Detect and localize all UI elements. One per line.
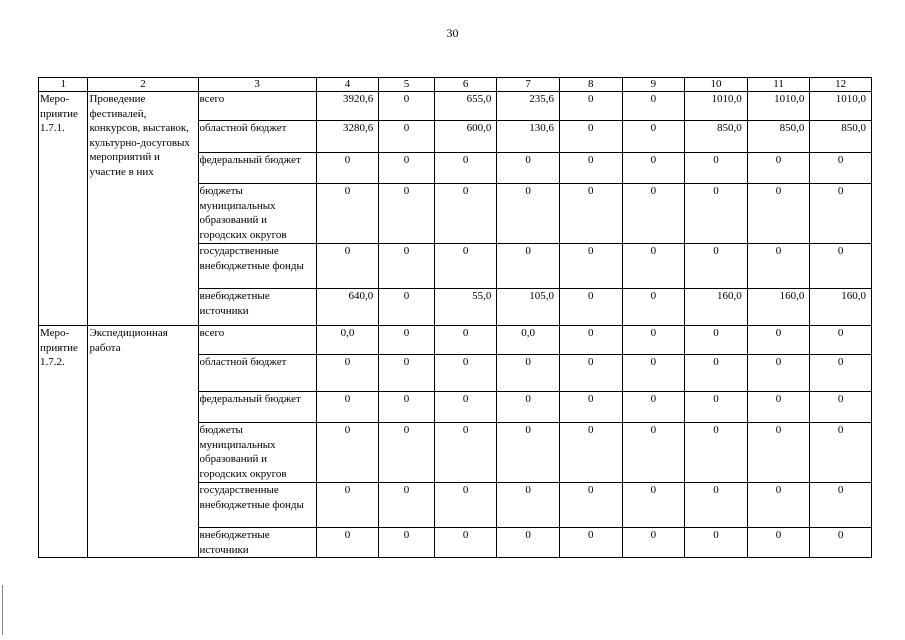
value-cell: 0 xyxy=(685,153,748,184)
value-cell: 0 xyxy=(316,528,379,558)
value-cell: 0 xyxy=(685,423,748,483)
value-cell: 0 xyxy=(434,423,497,483)
value-cell: 0 xyxy=(559,92,622,121)
value-cell: 0 xyxy=(685,184,748,244)
value-cell: 0 xyxy=(316,355,379,392)
header-cell: 5 xyxy=(379,78,435,92)
value-cell: 0 xyxy=(747,326,810,355)
value-cell: 0 xyxy=(316,483,379,528)
value-cell: 0 xyxy=(685,528,748,558)
value-cell: 55,0 xyxy=(434,289,497,326)
value-cell: 130,6 xyxy=(497,121,560,153)
value-cell: 0 xyxy=(316,423,379,483)
value-cell: 0 xyxy=(559,326,622,355)
value-cell: 0 xyxy=(810,423,872,483)
measure-name: Проведение фестивалей, конкурсов, выставок, культурно-досуговых мероприятий и участие в них xyxy=(88,92,198,326)
value-cell: 0 xyxy=(379,121,435,153)
value-cell: 0 xyxy=(434,483,497,528)
value-cell: 0 xyxy=(434,326,497,355)
value-cell: 0 xyxy=(379,326,435,355)
value-cell: 0 xyxy=(497,483,560,528)
value-cell: 0 xyxy=(497,355,560,392)
value-cell: 0 xyxy=(379,355,435,392)
value-cell: 0 xyxy=(810,184,872,244)
value-cell: 0 xyxy=(747,184,810,244)
value-cell: 850,0 xyxy=(747,121,810,153)
value-cell: 0 xyxy=(316,392,379,423)
value-cell: 0 xyxy=(497,244,560,289)
funding-source: федеральный бюджет xyxy=(198,153,316,184)
header-cell: 12 xyxy=(810,78,872,92)
page-number: 30 xyxy=(446,26,459,40)
funding-source: государственные внебюджетные фонды xyxy=(198,244,316,289)
value-cell: 0 xyxy=(497,528,560,558)
value-cell: 0 xyxy=(434,392,497,423)
value-cell: 0 xyxy=(379,244,435,289)
value-cell: 0 xyxy=(747,423,810,483)
funding-source: областной бюджет xyxy=(198,121,316,153)
funding-source: всего xyxy=(198,326,316,355)
header-cell: 4 xyxy=(316,78,379,92)
value-cell: 0 xyxy=(747,392,810,423)
funding-source: федеральный бюджет xyxy=(198,392,316,423)
measure-code: Меро- приятие 1.7.2. xyxy=(39,326,88,558)
value-cell: 0 xyxy=(559,244,622,289)
header-cell: 3 xyxy=(198,78,316,92)
value-cell: 0,0 xyxy=(316,326,379,355)
value-cell: 0 xyxy=(559,392,622,423)
header-cell: 1 xyxy=(39,78,88,92)
value-cell: 0 xyxy=(434,153,497,184)
value-cell: 0 xyxy=(379,92,435,121)
value-cell: 0 xyxy=(434,184,497,244)
value-cell: 0 xyxy=(559,423,622,483)
value-cell: 0 xyxy=(379,289,435,326)
value-cell: 0 xyxy=(622,92,685,121)
value-cell: 0 xyxy=(685,244,748,289)
value-cell: 0 xyxy=(559,121,622,153)
value-cell: 0 xyxy=(559,528,622,558)
value-cell: 0 xyxy=(379,423,435,483)
value-cell: 655,0 xyxy=(434,92,497,121)
funding-source: бюджеты муниципальных образований и городских округов xyxy=(198,423,316,483)
value-cell: 0 xyxy=(622,483,685,528)
funding-source: государственные внебюджетные фонды xyxy=(198,483,316,528)
value-cell: 0 xyxy=(622,289,685,326)
value-cell: 0 xyxy=(622,392,685,423)
value-cell: 0 xyxy=(497,392,560,423)
value-cell: 0 xyxy=(379,528,435,558)
value-cell: 0 xyxy=(559,483,622,528)
value-cell: 0 xyxy=(622,121,685,153)
funding-source: внебюджетные источники xyxy=(198,289,316,326)
header-cell: 10 xyxy=(685,78,748,92)
value-cell: 0 xyxy=(379,184,435,244)
value-cell: 0 xyxy=(622,423,685,483)
value-cell: 1010,0 xyxy=(747,92,810,121)
value-cell: 0 xyxy=(747,153,810,184)
value-cell: 0 xyxy=(316,184,379,244)
value-cell: 160,0 xyxy=(685,289,748,326)
value-cell: 0 xyxy=(810,528,872,558)
header-row xyxy=(39,78,872,92)
value-cell: 0 xyxy=(559,289,622,326)
value-cell: 0 xyxy=(559,184,622,244)
value-cell: 160,0 xyxy=(810,289,872,326)
value-cell: 0 xyxy=(747,483,810,528)
value-cell: 0 xyxy=(685,326,748,355)
value-cell: 0 xyxy=(379,153,435,184)
value-cell: 0 xyxy=(685,392,748,423)
header-cell: 2 xyxy=(88,78,198,92)
value-cell: 0 xyxy=(747,355,810,392)
value-cell: 3280,6 xyxy=(316,121,379,153)
value-cell: 0 xyxy=(559,355,622,392)
value-cell: 0 xyxy=(622,184,685,244)
funding-source: внебюджетные источники xyxy=(198,528,316,558)
table-row xyxy=(39,326,872,355)
value-cell: 0 xyxy=(316,153,379,184)
value-cell: 0 xyxy=(622,355,685,392)
header-cell: 6 xyxy=(434,78,497,92)
value-cell: 0 xyxy=(810,326,872,355)
funding-source: областной бюджет xyxy=(198,355,316,392)
scan-edge-mark xyxy=(2,585,3,635)
header-cell: 9 xyxy=(622,78,685,92)
value-cell: 0 xyxy=(622,326,685,355)
value-cell: 0 xyxy=(434,244,497,289)
value-cell: 0 xyxy=(559,153,622,184)
value-cell: 0 xyxy=(379,392,435,423)
value-cell: 1010,0 xyxy=(685,92,748,121)
value-cell: 0 xyxy=(622,153,685,184)
value-cell: 600,0 xyxy=(434,121,497,153)
value-cell: 0 xyxy=(622,244,685,289)
value-cell: 850,0 xyxy=(685,121,748,153)
value-cell: 0 xyxy=(810,355,872,392)
value-cell: 0,0 xyxy=(497,326,560,355)
value-cell: 1010,0 xyxy=(810,92,872,121)
value-cell: 0 xyxy=(497,184,560,244)
value-cell: 0 xyxy=(810,392,872,423)
measure-name: Экспедиционная работа xyxy=(88,326,198,558)
value-cell: 640,0 xyxy=(316,289,379,326)
value-cell: 0 xyxy=(685,483,748,528)
header-cell: 8 xyxy=(559,78,622,92)
header-cell: 11 xyxy=(747,78,810,92)
value-cell: 850,0 xyxy=(810,121,872,153)
value-cell: 235,6 xyxy=(497,92,560,121)
value-cell: 0 xyxy=(622,528,685,558)
funding-source: всего xyxy=(198,92,316,121)
value-cell: 0 xyxy=(497,153,560,184)
value-cell: 0 xyxy=(434,528,497,558)
value-cell: 0 xyxy=(685,355,748,392)
value-cell: 0 xyxy=(747,528,810,558)
value-cell: 0 xyxy=(810,153,872,184)
value-cell: 0 xyxy=(810,244,872,289)
value-cell: 160,0 xyxy=(747,289,810,326)
value-cell: 0 xyxy=(379,483,435,528)
header-cell: 7 xyxy=(497,78,560,92)
value-cell: 3920,6 xyxy=(316,92,379,121)
table-row xyxy=(39,92,872,121)
value-cell: 0 xyxy=(497,423,560,483)
value-cell: 0 xyxy=(316,244,379,289)
value-cell: 0 xyxy=(810,483,872,528)
value-cell: 0 xyxy=(434,355,497,392)
value-cell: 0 xyxy=(747,244,810,289)
measure-code: Меро- приятие 1.7.1. xyxy=(39,92,88,326)
budget-table xyxy=(38,77,872,558)
value-cell: 105,0 xyxy=(497,289,560,326)
funding-source: бюджеты муниципальных образований и городских округов xyxy=(198,184,316,244)
